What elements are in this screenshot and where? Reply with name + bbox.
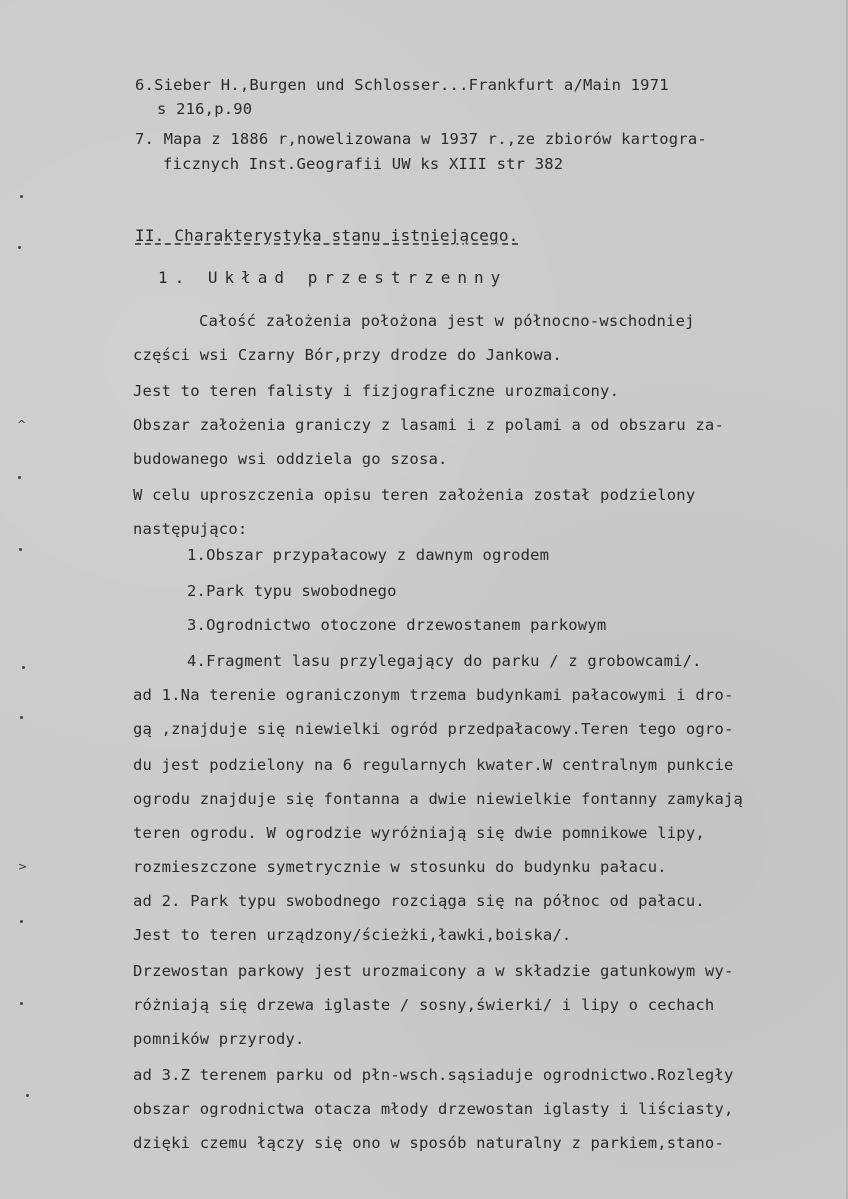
body-line-7: następująco:	[133, 520, 248, 538]
body-line-22: pomników przyrody.	[133, 1030, 305, 1048]
body-line-16: teren ogrodu. W ogrodzie wyróżniają się dwie pomnikowe lipy,	[133, 824, 705, 842]
reference-7-line-1: 7. Mapa z 1886 r,nowelizowana w 1937 r.,ze zbiorów kartogra-	[135, 130, 707, 148]
margin-mark	[18, 246, 21, 249]
section-subheading: 1. Układ przestrzenny	[158, 268, 508, 287]
body-line-21: różniają się drzewa iglaste / sosny,świerki/ i lipy o cechach	[133, 996, 715, 1014]
body-line-24: obszar ogrodnictwa otacza młody drzewostan iglasty i liściasty,	[133, 1100, 734, 1118]
list-item-2: 2.Park typu swobodnego	[187, 582, 397, 600]
body-line-1: Całość założenia położona jest w północno-wschodniej	[199, 312, 695, 330]
body-line-20: Drzewostan parkowy jest urozmaicony a w składzie gatunkowym wy-	[133, 962, 734, 980]
body-line-3: Jest to teren falisty i fizjograficzne urozmaicony.	[133, 382, 620, 400]
body-line-14: du jest podzielony na 6 regularnych kwater.W centralnym punkcie	[133, 756, 734, 774]
body-line-18: ad 2. Park typu swobodnego rozciąga się na północ od pałacu.	[133, 892, 705, 910]
margin-mark: >	[18, 860, 28, 873]
body-line-12: ad 1.Na terenie ograniczonym trzema budynkami pałacowymi i dro-	[133, 686, 734, 704]
margin-mark	[18, 476, 21, 479]
reference-6-line-2: s 216,p.90	[157, 100, 253, 118]
body-line-19: Jest to teren urządzony/ścieżki,ławki,boiska/.	[133, 926, 572, 944]
body-line-17: rozmieszczone symetrycznie w stosunku do budynku pałacu.	[133, 858, 667, 876]
margin-mark	[20, 920, 23, 923]
list-item-3: 3.Ogrodnictwo otoczone drzewostanem parkowym	[187, 616, 607, 634]
margin-mark: ^	[17, 418, 27, 431]
reference-6-line-1: 6.Sieber H.,Burgen und Schlosser...Frankfurt a/Main 1971	[135, 76, 669, 94]
list-item-4: 4.Fragment lasu przylegający do parku / z grobowcami/.	[187, 652, 702, 670]
body-line-13: gą ,znajduje się niewielki ogród przedpałacowy.Teren tego ogro-	[133, 720, 734, 738]
body-line-23: ad 3.Z terenem parku od płn-wsch.sąsiaduje ogrodnictwo.Rozległy	[133, 1066, 734, 1084]
margin-mark	[20, 716, 23, 719]
body-line-5: budowanego wsi oddziela go szosa.	[133, 450, 448, 468]
body-line-6: W celu uproszczenia opisu teren założenia został podzielony	[133, 486, 696, 504]
body-line-25: dzięki czemu łączy się ono w sposób naturalny z parkiem,stano-	[133, 1134, 724, 1152]
margin-mark	[20, 1002, 23, 1005]
body-line-2: części wsi Czarny Bór,przy drodze do Jankowa.	[133, 346, 562, 364]
section-heading: II. Charakterystyka stanu istniejącego.	[135, 226, 519, 245]
list-item-1: 1.Obszar przypałacowy z dawnym ogrodem	[187, 546, 550, 564]
reference-7-line-2: ficznych Inst.Geografii UW ks XIII str 382	[163, 155, 564, 173]
body-line-15: ogrodu znajduje się fontanna a dwie niewielkie fontanny zamykają	[133, 790, 744, 808]
margin-mark	[20, 195, 23, 198]
margin-mark	[19, 548, 22, 551]
margin-mark	[22, 666, 25, 669]
body-line-4: Obszar założenia graniczy z lasami i z polami a od obszaru za-	[133, 416, 724, 434]
margin-mark	[26, 1094, 29, 1097]
